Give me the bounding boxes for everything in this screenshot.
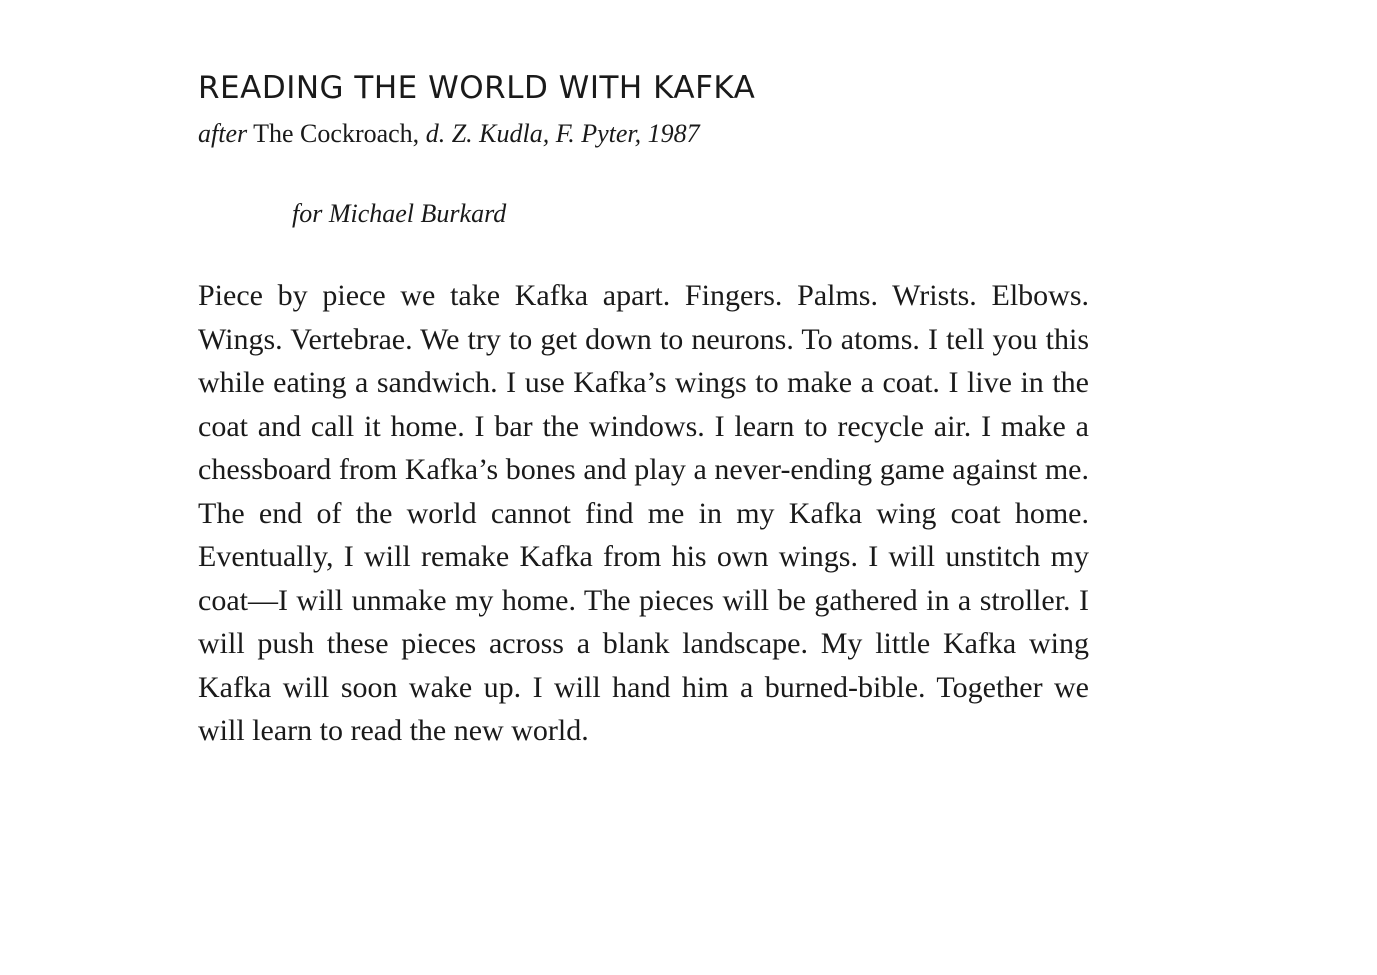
poem-title: READING THE WORLD WITH KAFKA	[198, 70, 756, 106]
epigraph-work-title: The Cockroach,	[247, 119, 426, 148]
epigraph-prefix: after	[198, 119, 248, 148]
poem-epigraph	[198, 116, 700, 152]
poem-dedication: for Michael Burkard	[292, 199, 507, 228]
poem-body: Piece by piece we take Kafka apart. Fingers. Palms. Wrists. Elbows. Wings. Vertebrae. We try to get down to neurons. To atoms. I tell you this while eating a sandwich. I use Kafka’s wings to make a coat. I live in the coat and call it home. I bar the windows. I learn to recycle air. I make a chessboard from Kafka’s bones and play a never-ending game against me. The end of the world cannot find me in my Kafka wing coat home. Eventually, I will remake Kafka from his own wings. I will unstitch my coat—I will unmake my home. The pieces will be gathered in a stroller. I will push these pieces across a blank landscape. My little Kafka wing Kafka will soon wake up. I will hand him a burned-bible. Together we will learn to read the new world.	[198, 279, 1089, 747]
epigraph-credit: d. Z. Kudla, F. Pyter, 1987	[425, 119, 700, 148]
